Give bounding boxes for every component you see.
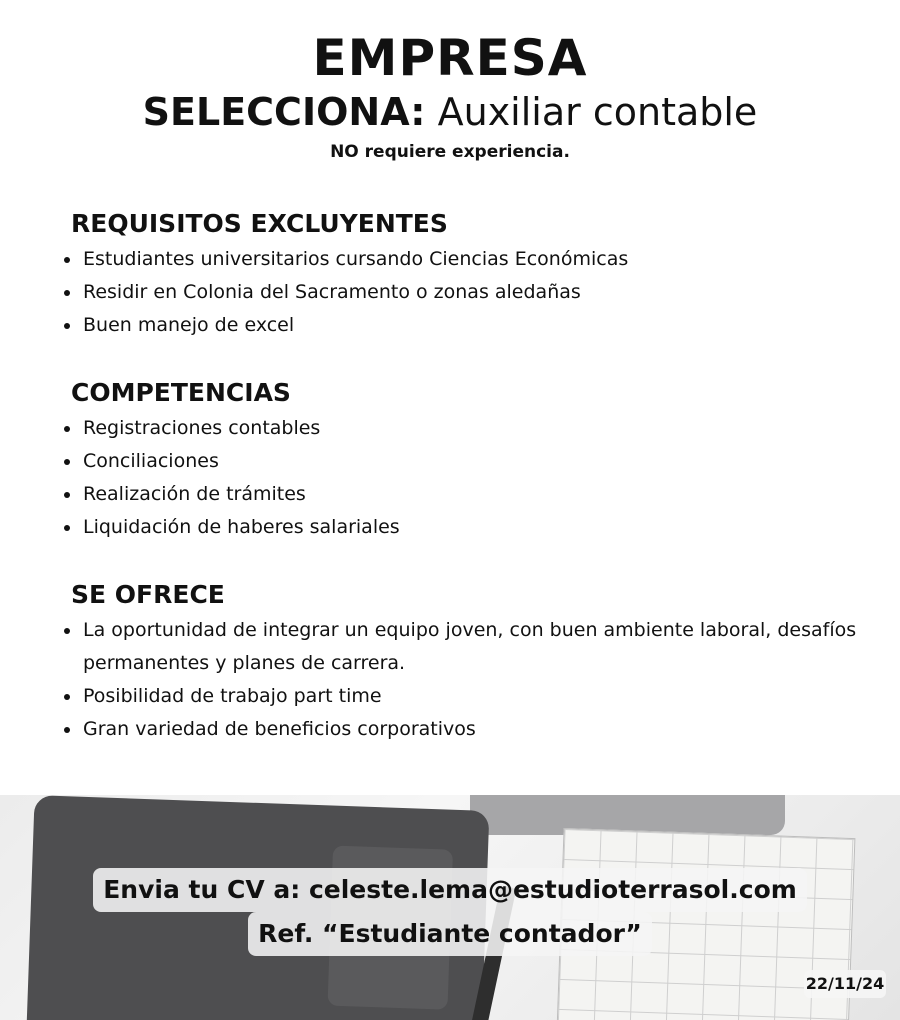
list-item: Residir en Colonia del Sacramento o zonas aledañas	[83, 276, 900, 309]
section-title: COMPETENCIAS	[71, 378, 291, 407]
section-requisitos	[0, 207, 900, 342]
header	[0, 0, 900, 162]
list-item: Conciliaciones	[83, 445, 900, 478]
apply-callout	[0, 868, 900, 956]
list-item: Registraciones contables	[83, 412, 900, 445]
section-title: REQUISITOS EXCLUYENTES	[71, 209, 448, 238]
laptop-shape	[470, 795, 785, 835]
requisitos-list	[0, 243, 900, 342]
list-item: Estudiantes universitarios cursando Ciencias Económicas	[83, 243, 900, 276]
list-item: Realización de trámites	[83, 478, 900, 511]
company-name: EMPRESA	[312, 29, 588, 87]
reference-line: Ref. “Estudiante contador”	[248, 912, 652, 956]
job-title	[0, 88, 900, 136]
list-item: Buen manejo de excel	[83, 309, 900, 342]
position-name: Auxiliar contable	[437, 90, 758, 134]
section-title: SE OFRECE	[71, 580, 225, 609]
cv-email-line: Envia tu CV a: celeste.lema@estudioterrasol.com	[93, 868, 807, 912]
publish-date: 22/11/24	[804, 970, 886, 998]
experience-note: NO requiere experiencia.	[330, 142, 570, 162]
list-item: Gran variedad de beneficios corporativos	[83, 713, 900, 746]
list-item: Liquidación de haberes salariales	[83, 511, 900, 544]
competencias-list	[0, 412, 900, 544]
se-ofrece-list	[0, 614, 900, 746]
section-se-ofrece	[0, 578, 900, 746]
list-item: La oportunidad de integrar un equipo joven, con buen ambiente laboral, desafíos permanentes y planes de carrera.	[83, 614, 900, 680]
selecciona-label: SELECCIONA:	[142, 90, 426, 134]
section-competencias	[0, 376, 900, 544]
list-item: Posibilidad de trabajo part time	[83, 680, 900, 713]
